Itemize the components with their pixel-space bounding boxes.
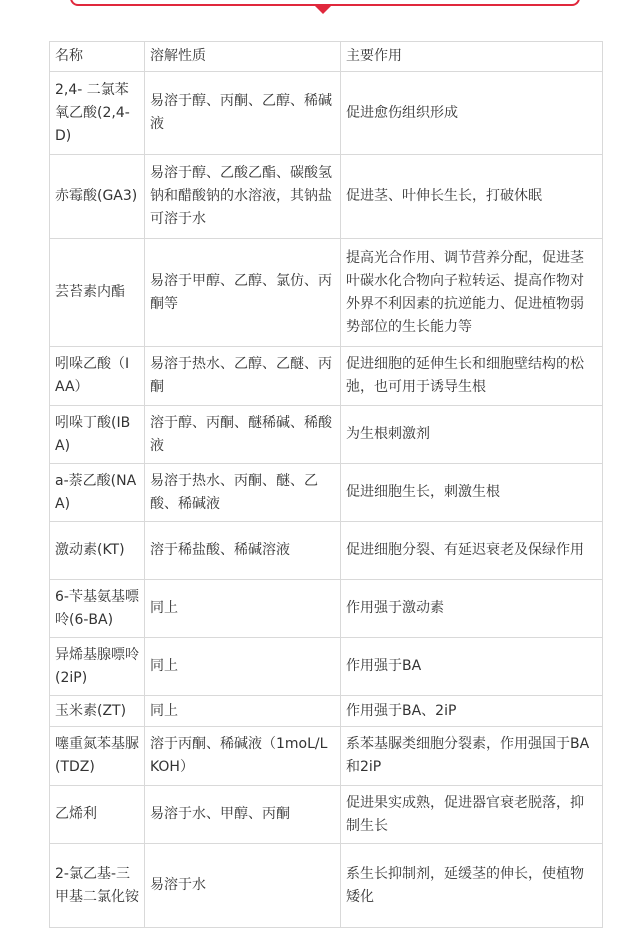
cell-effect: 促进细胞的延伸生长和细胞壁结构的松弛，也可用于诱导生根 <box>341 347 603 406</box>
cell-effect: 作用强于BA、2iP <box>341 696 603 727</box>
cell-name: a-萘乙酸(NAA) <box>50 464 145 522</box>
cell-effect: 为生根刺激剂 <box>341 406 603 464</box>
cell-name: 吲哚乙酸（IAA） <box>50 347 145 406</box>
cell-solubility: 易溶于醇、乙酸乙酯、碳酸氢钠和醋酸钠的水溶液，其钠盐可溶于水 <box>145 155 341 239</box>
cell-solubility: 易溶于热水、丙酮、醚、乙酸、稀碱液 <box>145 464 341 522</box>
cell-solubility: 易溶于水 <box>145 844 341 928</box>
table-row <box>50 522 603 580</box>
cell-solubility: 同上 <box>145 696 341 727</box>
cell-name: 6-苄基氨基嘌呤(6-BA) <box>50 580 145 638</box>
table-header-row <box>50 42 603 72</box>
cell-effect: 促进茎、叶伸长生长，打破休眠 <box>341 155 603 239</box>
header-solubility: 溶解性质 <box>145 42 341 72</box>
cell-solubility: 溶于醇、丙酮、醚稀碱、稀酸液 <box>145 406 341 464</box>
table-row <box>50 844 603 928</box>
cell-name: 2,4- 二氯苯氧乙酸(2,4-D) <box>50 72 145 155</box>
plant-hormone-table <box>49 41 603 928</box>
table-row <box>50 406 603 464</box>
cell-name: 吲哚丁酸(IBA) <box>50 406 145 464</box>
cell-effect: 作用强于BA <box>341 638 603 696</box>
cell-effect: 促进细胞生长，刺激生根 <box>341 464 603 522</box>
cell-name: 激动素(KT) <box>50 522 145 580</box>
cell-solubility: 溶于丙酮、稀碱液（1moL/LKOH） <box>145 727 341 786</box>
cell-solubility: 易溶于热水、乙醇、乙醚、丙酮 <box>145 347 341 406</box>
cell-effect: 提高光合作用、调节营养分配，促进茎叶碳水化合物向子粒转运、提高作物对外界不利因素的抗逆能力、促进植物弱势部位的生长能力等 <box>341 239 603 347</box>
table-row <box>50 580 603 638</box>
cell-solubility: 易溶于醇、丙酮、乙醇、稀碱液 <box>145 72 341 155</box>
table-row <box>50 638 603 696</box>
table-row <box>50 347 603 406</box>
cell-name: 玉米素(ZT) <box>50 696 145 727</box>
cell-solubility: 同上 <box>145 638 341 696</box>
cell-effect: 促进愈伤组织形成 <box>341 72 603 155</box>
cell-solubility: 溶于稀盐酸、稀碱溶液 <box>145 522 341 580</box>
cell-effect: 系生长抑制剂，延缓茎的伸长，使植物矮化 <box>341 844 603 928</box>
cell-effect: 促进果实成熟，促进器官衰老脱落，抑制生长 <box>341 786 603 844</box>
table-row <box>50 464 603 522</box>
cell-effect: 系苯基脲类细胞分裂素，作用强国于BA和2iP <box>341 727 603 786</box>
table-row <box>50 155 603 239</box>
cell-name: 乙烯利 <box>50 786 145 844</box>
cell-effect: 作用强于激动素 <box>341 580 603 638</box>
cell-name: 赤霉酸(GA3) <box>50 155 145 239</box>
cell-name: 芸苔素内酯 <box>50 239 145 347</box>
table-row <box>50 786 603 844</box>
cell-solubility: 易溶于甲醇、乙醇、氯仿、丙酮等 <box>145 239 341 347</box>
header-name: 名称 <box>50 42 145 72</box>
cell-solubility: 同上 <box>145 580 341 638</box>
cell-name: 噻重氮苯基脲(TDZ) <box>50 727 145 786</box>
table-row <box>50 239 603 347</box>
cell-name: 2-氯乙基-三甲基二氯化铵 <box>50 844 145 928</box>
table-row <box>50 72 603 155</box>
table-row <box>50 727 603 786</box>
cell-solubility: 易溶于水、甲醇、丙酮 <box>145 786 341 844</box>
cell-effect: 促进细胞分裂、有延迟衰老及保绿作用 <box>341 522 603 580</box>
table-row <box>50 696 603 727</box>
cell-name: 异烯基腺嘌呤(2iP) <box>50 638 145 696</box>
banner-arrow-icon <box>315 6 331 14</box>
header-effect: 主要作用 <box>341 42 603 72</box>
